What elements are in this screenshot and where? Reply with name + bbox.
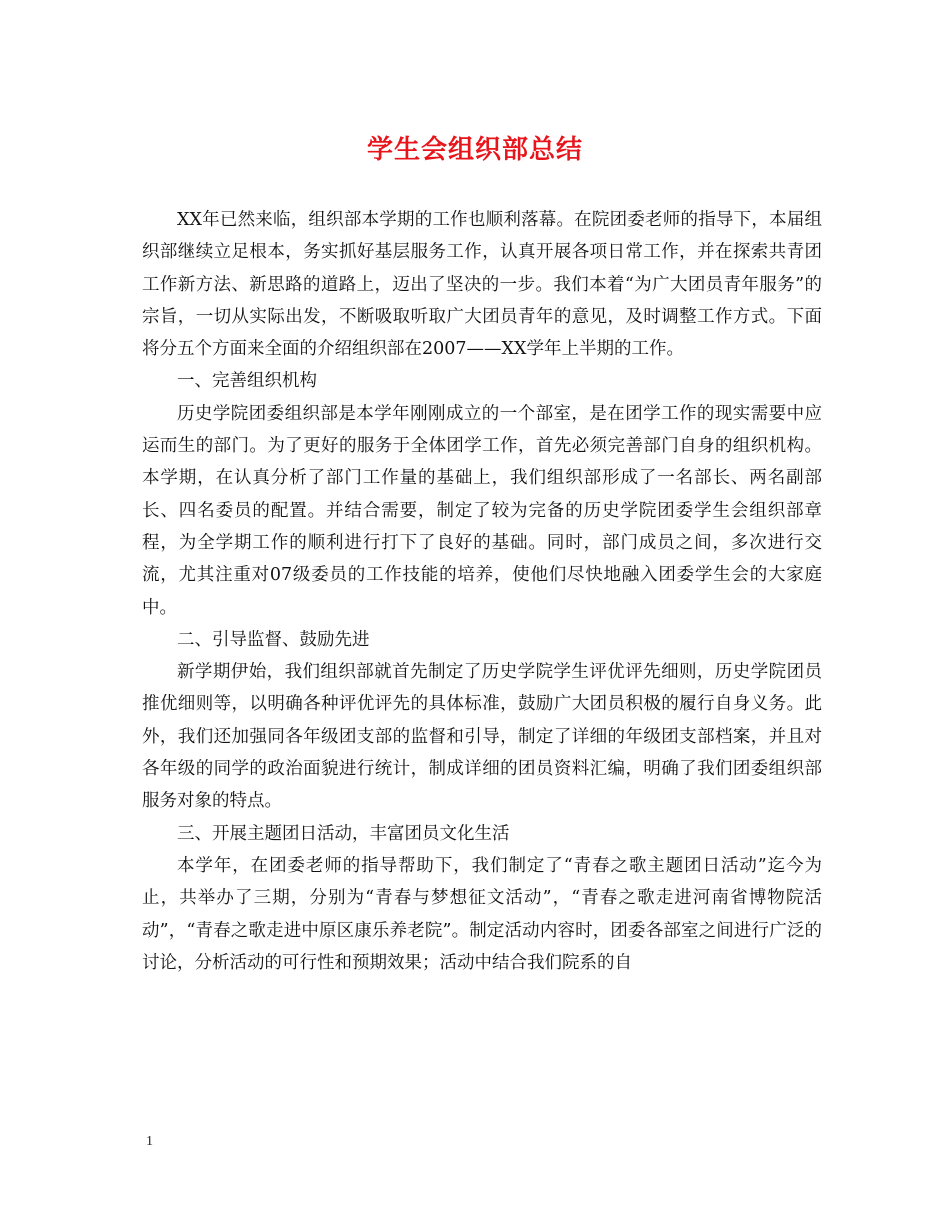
page-number: 1 [146,1134,153,1149]
document-title: 学生会组织部总结 [366,135,583,165]
paragraph-section-3: 本学年，在团委老师的指导帮助下，我们制定了“青春之歌主题团日活动”迄今为止，共举办了三期，分别为“青春与梦想征文活动”，“青春之歌走进河南省博物院活动”，“青春之歌走进中原区康乐养老院”。制定活动内容时，团委各部室之间进行广泛的讨论，分析活动的可行性和预期效果；活动中结合我们院系的自 [142,855,822,973]
paragraph-section-1: 历史学院团委组织部是本学年刚刚成立的一个部室，是在团学工作的现实需要中应运而生的部门。为了更好的服务于全体团学工作，首先必须完善部门自身的组织机构。本学期，在认真分析了部门工作量的基础上，我们组织部形成了一名部长、两名副部长、四名委员的配置。并结合需要，制定了较为完备的历史学院团委学生会组织部章程，为全学期工作的顺利进行打下了良好的基础。同时，部门成员之间，多次进行交流，尤其注重对07级委员的工作技能的培养，使他们尽快地融入团委学生会的大家庭中。 [142,403,822,618]
paragraph-section-2: 新学期伊始，我们组织部就首先制定了历史学院学生评优评先细则，历史学院团员推优细则等，以明确各种评优评先的具体标准，鼓励广大团员积极的履行自身义务。此外，我们还加强同各年级团支部的监督和引导，制定了详细的年级团支部档案，并且对各年级的同学的政治面貌进行统计，制成详细的团员资料汇编，明确了我们团委组织部服务对象的特点。 [142,662,822,812]
document-body [142,204,822,979]
section-heading-3: 三、开展主题团日活动，丰富团员文化生活 [177,823,510,844]
section-heading-2: 二、引导监督、鼓励先进 [177,629,370,650]
section-heading-1: 一、完善组织机构 [177,371,317,392]
paragraph-intro: XX年已然来临，组织部本学期的工作也顺利落幕。在院团委老师的指导下，本届组织部继续立足根本，务实抓好基层服务工作，认真开展各项日常工作，并在探索共青团工作新方法、新思路的道路上，迈出了坚决的一步。我们本着“为广大团员青年服务”的宗旨，一切从实际出发，不断吸取听取广大团员青年的意见，及时调整工作方式。下面将分五个方面来全面的介绍组织部在2007——XX学年上半期的工作。 [142,210,822,360]
